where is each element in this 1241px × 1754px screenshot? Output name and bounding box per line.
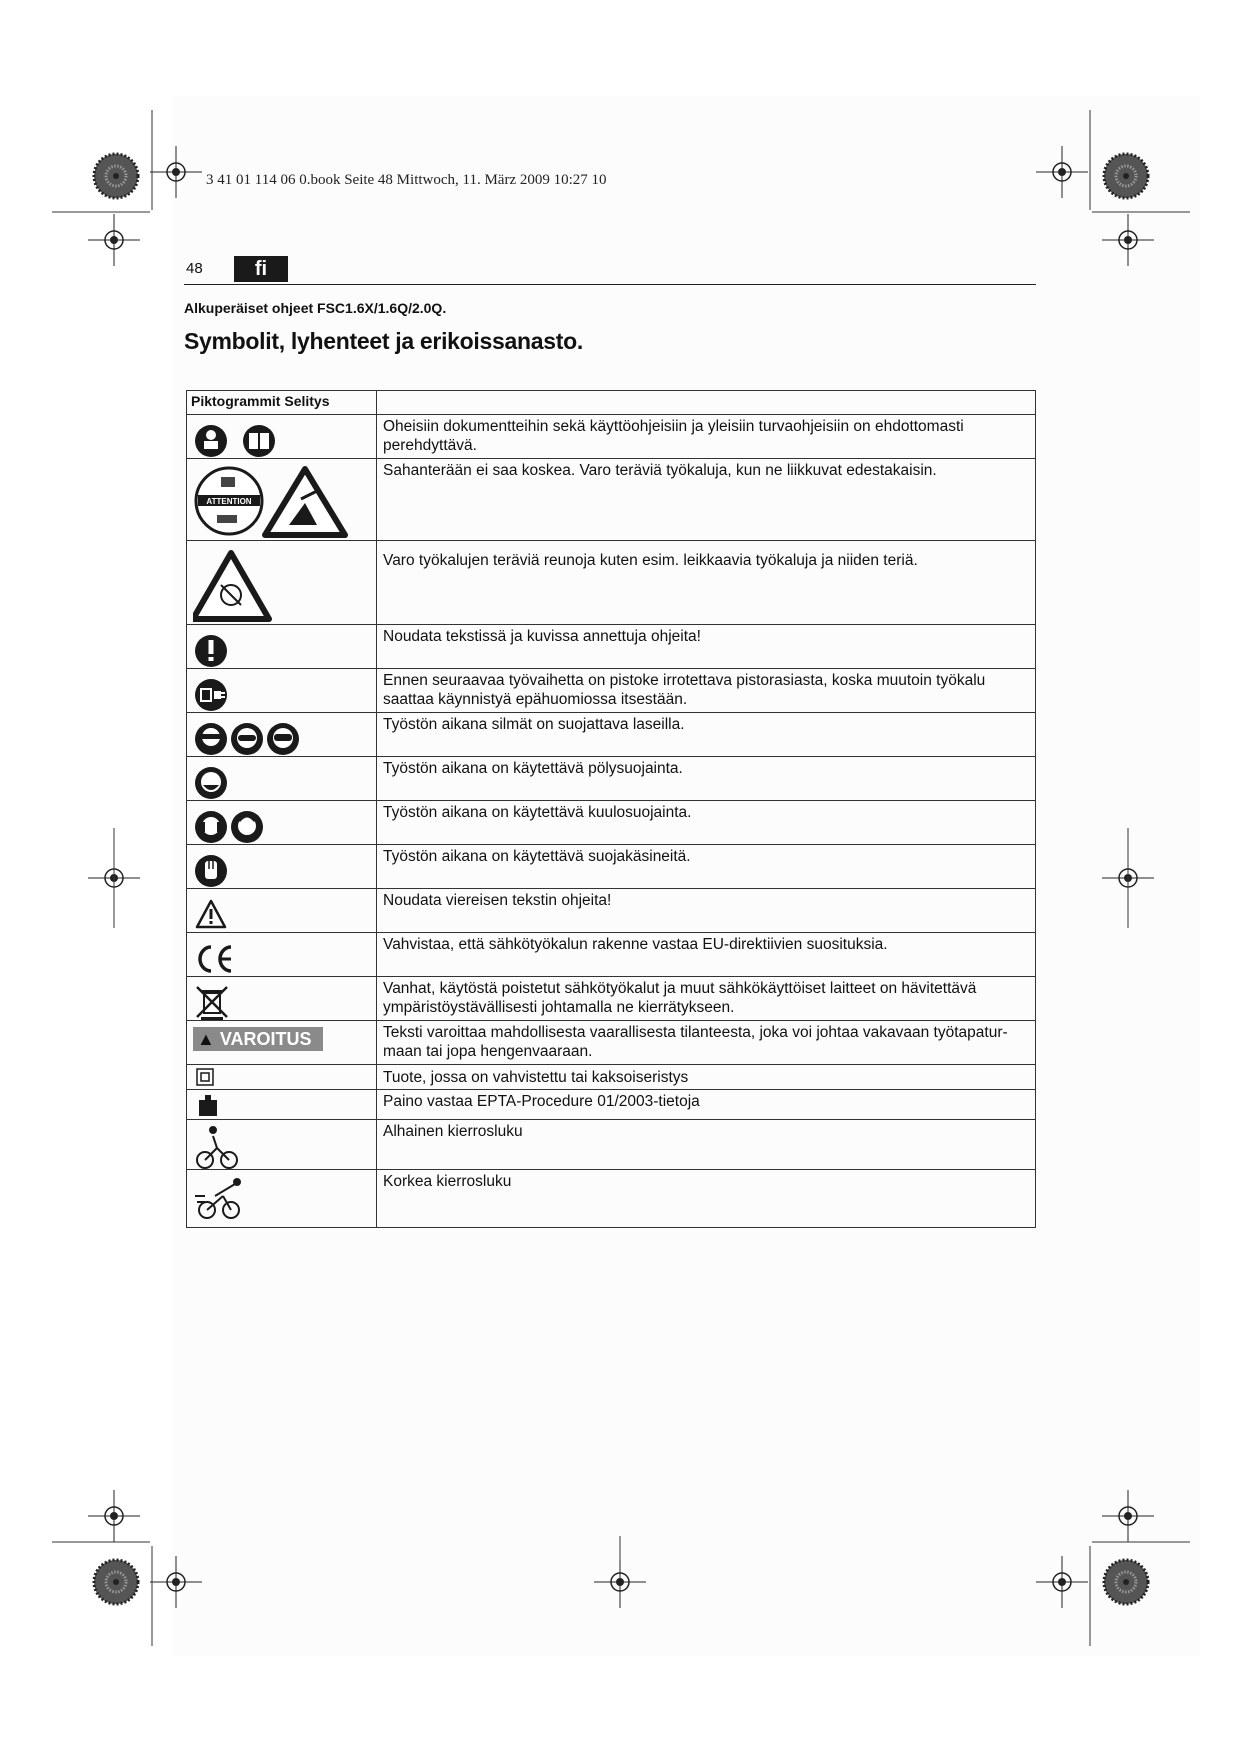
table-row — [187, 976, 1035, 1021]
row-text: Alhainen kierrosluku — [383, 1123, 523, 1140]
row-text: Tuote, jossa on vahvistettu tai kaksoiseristys — [383, 1069, 689, 1086]
table-row — [187, 932, 1035, 977]
table-row — [187, 800, 1035, 845]
page-number: 48 — [186, 260, 203, 277]
ce-mark-icon — [200, 947, 231, 971]
face-shield-icon — [231, 723, 263, 755]
warning-triangle-icon: ▲ — [197, 1029, 215, 1049]
doc-title: Symbolit, lyhenteet ja erikoissanasto. — [184, 328, 583, 354]
svg-text:ATTENTION: ATTENTION — [206, 497, 252, 506]
table-row — [187, 414, 1035, 459]
row-text: Noudata viereisen tekstin ohjeita! — [383, 892, 612, 909]
row-text: Korkea kierrosluku — [383, 1173, 512, 1190]
slow-cyclist-icon — [197, 1127, 237, 1168]
exclamation-icon — [195, 635, 227, 667]
table-row — [187, 888, 1035, 933]
symbols-table — [186, 390, 1036, 1228]
fast-cyclist-icon — [195, 1179, 240, 1218]
eye-protection-icon — [195, 723, 227, 755]
warning-triangle-blade-icon — [265, 469, 345, 535]
ear-protection-icon — [195, 811, 227, 843]
table-row — [187, 1119, 1035, 1170]
table-row — [187, 540, 1035, 625]
ear-muffs-icon — [231, 811, 263, 843]
table-header-label: Piktogrammit Selitys — [191, 393, 330, 409]
attention-blade-icon — [196, 468, 262, 534]
row-text: Työstön aikana on käytettävä suojakäsineitä. — [383, 848, 691, 865]
row-text: Varo työkalujen teräviä reunoja kuten esim. leikkaavia työkaluja ja niiden teriä. — [383, 552, 918, 569]
header-rule — [184, 284, 1036, 285]
table-row — [187, 756, 1035, 801]
table-row — [187, 458, 1035, 541]
table-row — [187, 1020, 1035, 1065]
table-header-row — [187, 390, 1035, 414]
row-text: Työstön aikana on käytettävä kuulosuojainta. — [383, 804, 692, 821]
table-row — [187, 624, 1035, 669]
varoitus-label — [193, 1027, 323, 1051]
gloves-icon — [195, 855, 227, 887]
row-text: Paino vastaa EPTA-Procedure 01/2003-tietoja — [383, 1093, 700, 1110]
unplug-icon — [195, 679, 227, 711]
doc-subtitle: Alkuperäiset ohjeet FSC1.6X/1.6Q/2.0Q. — [184, 300, 447, 316]
manual-book-icon — [243, 425, 275, 457]
goggles-icon — [267, 723, 299, 755]
row-text: Työstön aikana silmät on suojattava laseilla. — [383, 716, 685, 733]
row-text: Noudata tekstissä ja kuvissa annettuja ohjeita! — [383, 628, 701, 645]
read-manual-icon — [195, 425, 227, 457]
row-text: Teksti varoittaa mahdollisesta vaarallisesta tilanteesta, joka voi johtaa vakavaan työtapatur-maan tai jopa hengenvaaraan. — [383, 1024, 1008, 1060]
print-header: 3 41 01 114 06 0.book Seite 48 Mittwoch, 11. März 2009 10:27 10 — [206, 172, 607, 188]
crossed-bin-icon — [197, 987, 227, 1020]
table-row — [187, 1169, 1035, 1229]
row-text: Työstön aikana on käytettävä pölysuojainta. — [383, 760, 683, 777]
double-insulation-icon — [197, 1069, 213, 1085]
dust-mask-icon — [195, 767, 227, 799]
row-text: Ennen seuraavaa työvaihetta on pistoke irrotettava pistorasiasta, koska muutoin työkalu saattaa käynnistyä epähuomiossa itsestään. — [383, 672, 986, 708]
table-row — [187, 1064, 1035, 1090]
table-row — [187, 1089, 1035, 1120]
row-text: Vanhat, käytöstä poistetut sähkötyökalut ja muut sähkökäyttöiset laitteet on hävitettävä ympäristöystävällisesti johtamalla ne kierrätykseen. — [383, 980, 977, 1016]
row-text: Vahvistaa, että sähkötyökalun rakenne vastaa EU-direktiivien suosituksia. — [383, 936, 888, 953]
table-row — [187, 712, 1035, 757]
language-badge: fi — [234, 256, 288, 282]
table-row — [187, 844, 1035, 889]
row-text: Oheisiin dokumentteihin sekä käyttöohjeisiin ja yleisiin turvaohjeisiin on ehdottomasti perehdyttävä. — [383, 418, 964, 454]
warning-sharp-edges-icon — [193, 553, 269, 619]
varoitus-text: VAROITUS — [219, 1029, 312, 1049]
weight-icon — [199, 1095, 217, 1116]
table-row — [187, 668, 1035, 713]
row-text: Sahanterään ei saa koskea. Varo teräviä työkaluja, kun ne liikkuvat edestakaisin. — [383, 462, 937, 479]
caution-triangle-icon — [197, 901, 225, 927]
